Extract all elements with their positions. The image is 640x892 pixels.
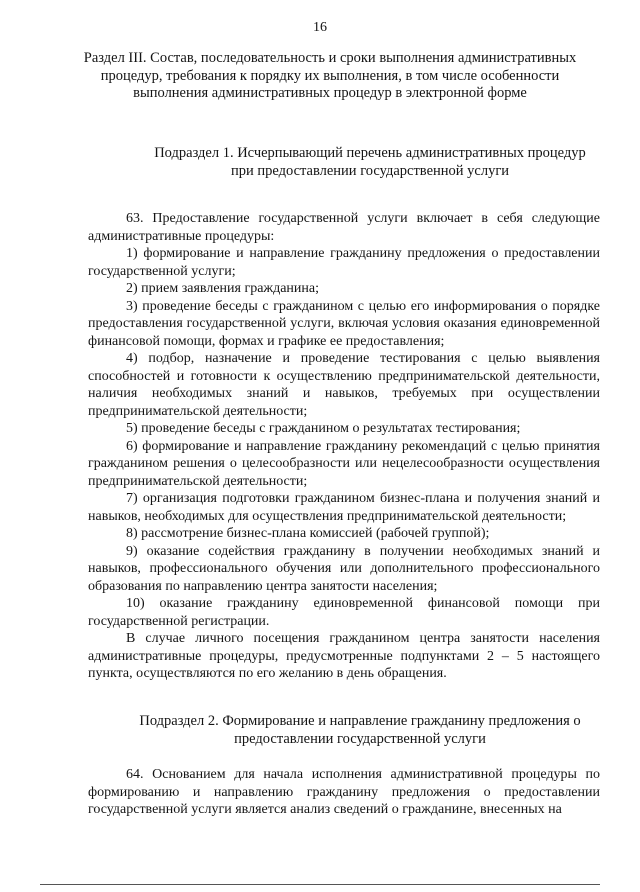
section-title: Раздел III. Состав, последовательность и сроки выполнения административных процедур, требования к порядку их выполнения, в том числе особенности выполнения административных процедур в электронной форме [83,50,577,101]
list-item-8: 8) рассмотрение бизнес-плана комиссией (рабочей группой); [126,526,490,541]
bottom-rule [40,884,600,885]
paragraph-personal-visit: В случае личного посещения гражданином центра занятости населения административные процедуры, предусмотренные подпунктами 2 – 5 настоящего пункта, осуществляются по его желанию в день обращения. [88,631,600,681]
subsection-1-title: Подраздел 1. Исчерпывающий перечень административных процедур при предоставлении государственной услуги [154,145,586,179]
list-item-7: 7) организация подготовки гражданином бизнес-плана и получения знаний и навыков, необходимых для осуществления предпринимательской деятельности; [88,491,600,524]
subsection-2-title: Подраздел 2. Формирование и направление гражданину предложения о предоставлении государственной услуги [139,713,581,747]
list-item-3: 3) проведение беседы с гражданином с целью его информирования о порядке предоставления государственной услуги, включая условия оказания единовременной финансовой помощи, формах и графике ее предоставления; [88,298,600,349]
body-text [88,210,600,683]
list-item-6: 6) формирование и направление гражданину рекомендаций с целью принятия гражданином решения о целесообразности или нецелесообразности осуществления предпринимательской деятельности; [88,438,600,489]
paragraph-64: 64. Основанием для начала исполнения административной процедуры по формированию и направлению гражданину предложения о предоставлении государственной услуги является анализ сведений о гражданине, внесенных на [88,767,600,817]
page-number: 16 [313,20,327,35]
list-item-10: 10) оказание гражданину единовременной финансовой помощи при государственной регистрации. [88,596,600,629]
list-item-2: 2) прием заявления гражданина; [126,281,319,296]
paragraph-63: 63. Предоставление государственной услуги включает в себя следующие административные процедуры: [88,211,600,244]
tail-text [88,766,600,819]
list-item-5: 5) проведение беседы с гражданином о результатах тестирования; [126,421,521,436]
list-item-4: 4) подбор, назначение и проведение тестирования с целью выявления способностей и готовности к осуществлению предпринимательской деятельности, наличия необходимых знаний и навыков, требуемых при осуществлении предпринимательской деятельности; [88,351,600,419]
list-item-9: 9) оказание содействия гражданину в получении необходимых знаний и навыков, профессионального обучения или дополнительного профессионального образования по направлению центра занятости населения; [88,543,600,594]
list-item-1: 1) формирование и направление гражданину предложения о предоставлении государственной услуги; [88,246,600,279]
